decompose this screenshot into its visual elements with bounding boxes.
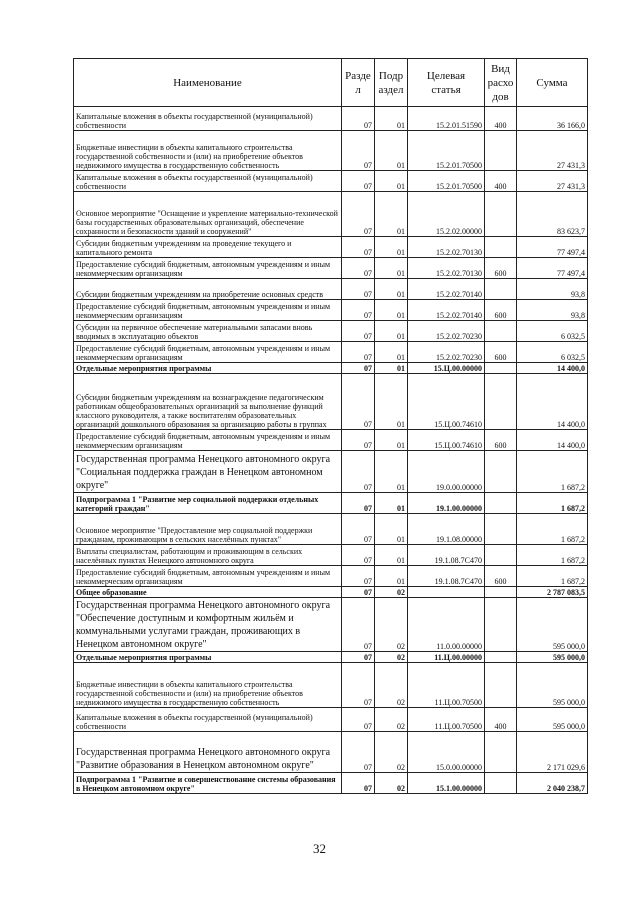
header-target-article: Целевая статья	[408, 59, 485, 107]
row-name: Отдельные мероприятия программы	[74, 363, 342, 374]
row-subsection: 01	[375, 279, 408, 300]
row-name: Выплаты специалистам, работающим и проживающим в сельских населённых пунктах Ненецкого автономного округа	[74, 545, 342, 566]
row-expense-type: 600	[485, 430, 517, 451]
row-subsection: 01	[375, 107, 408, 131]
row-amount: 595 000,0	[517, 708, 588, 732]
row-expense-type	[485, 587, 517, 598]
table-row	[74, 663, 588, 708]
row-target: 15.Ц.00.74610	[408, 374, 485, 430]
row-amount: 2 787 083,5	[517, 587, 588, 598]
table-row	[74, 363, 588, 374]
table-row	[74, 545, 588, 566]
row-subsection: 01	[375, 451, 408, 493]
table-row	[74, 430, 588, 451]
row-name: Предоставление субсидий бюджетным, автономным учреждениям и иным некоммерческим организациям	[74, 430, 342, 451]
row-expense-type	[485, 279, 517, 300]
row-subsection: 01	[375, 131, 408, 171]
row-name: Отдельные мероприятия программы	[74, 652, 342, 663]
budget-table	[73, 58, 588, 794]
row-section: 07	[342, 545, 375, 566]
row-expense-type: 600	[485, 566, 517, 587]
row-name: Капитальные вложения в объекты государственной (муниципальной) собственности	[74, 171, 342, 192]
row-target: 15.2.01.70500	[408, 171, 485, 192]
row-amount: 2 171 029,6	[517, 732, 588, 773]
row-name: Субсидии бюджетным учреждениям на вознаграждение педагогическим работникам общеобразовательных организаций за выполнение функций классного руководителя, а также воспитателям образовательных организаций дошкольного образования за организацию работы в группах	[74, 374, 342, 430]
row-amount: 83 623,7	[517, 192, 588, 237]
row-amount: 6 032,5	[517, 342, 588, 363]
row-subsection: 02	[375, 663, 408, 708]
row-name: Предоставление субсидий бюджетным, автономным учреждениям и иным некоммерческим организациям	[74, 566, 342, 587]
header-expense-type: Вид расхо дов	[485, 59, 517, 107]
table-row	[74, 237, 588, 258]
row-name: Субсидии на первичное обеспечение материальными запасами вновь вводимых в эксплуатацию объектов	[74, 321, 342, 342]
row-name: Предоставление субсидий бюджетным, автономным учреждениям и иным некоммерческим организациям	[74, 342, 342, 363]
row-target: 15.2.02.70230	[408, 321, 485, 342]
row-subsection: 01	[375, 514, 408, 545]
row-amount: 595 000,0	[517, 663, 588, 708]
row-expense-type	[485, 514, 517, 545]
row-target: 15.2.02.70140	[408, 279, 485, 300]
row-target: 15.2.01.51590	[408, 107, 485, 131]
header-section: Разде л	[342, 59, 375, 107]
row-expense-type	[485, 493, 517, 514]
row-expense-type: 400	[485, 107, 517, 131]
row-name: Бюджетные инвестиции в объекты капитального строительства государственной собственности и (или) на приобретение объектов недвижимого имущества в государственную собственность	[74, 663, 342, 708]
row-name: Подпрограмма 1 "Развитие и совершенствование системы образования в Ненецком автономном округе"	[74, 773, 342, 794]
row-expense-type	[485, 598, 517, 652]
table-row	[74, 598, 588, 652]
row-amount: 36 166,0	[517, 107, 588, 131]
row-section: 07	[342, 430, 375, 451]
row-target: 11.Ц.00.70500	[408, 708, 485, 732]
row-subsection: 01	[375, 192, 408, 237]
row-amount: 77 497,4	[517, 237, 588, 258]
row-section: 07	[342, 342, 375, 363]
row-expense-type: 600	[485, 300, 517, 321]
row-target: 19.1.00.00000	[408, 493, 485, 514]
row-section: 07	[342, 237, 375, 258]
table-row	[74, 258, 588, 279]
row-section: 07	[342, 279, 375, 300]
row-subsection: 01	[375, 430, 408, 451]
row-section: 07	[342, 652, 375, 663]
row-section: 07	[342, 107, 375, 131]
table-row	[74, 514, 588, 545]
row-target: 15.2.01.70500	[408, 131, 485, 171]
row-subsection: 02	[375, 773, 408, 794]
budget-table-container	[73, 58, 588, 794]
row-section: 07	[342, 566, 375, 587]
row-subsection: 01	[375, 493, 408, 514]
row-subsection: 01	[375, 321, 408, 342]
row-expense-type	[485, 545, 517, 566]
row-amount: 1 687,2	[517, 514, 588, 545]
table-row	[74, 171, 588, 192]
row-name: Субсидии бюджетным учреждениям на проведение текущего и капитального ремонта	[74, 237, 342, 258]
row-target: 15.1.00.00000	[408, 773, 485, 794]
row-subsection: 01	[375, 300, 408, 321]
row-name: Предоставление субсидий бюджетным, автономным учреждениям и иным некоммерческим организациям	[74, 258, 342, 279]
row-expense-type	[485, 363, 517, 374]
row-subsection: 02	[375, 652, 408, 663]
row-subsection: 02	[375, 708, 408, 732]
header-subsection: Подр аздел	[375, 59, 408, 107]
row-section: 07	[342, 587, 375, 598]
row-target: 15.2.02.70230	[408, 342, 485, 363]
row-amount: 27 431,3	[517, 171, 588, 192]
row-expense-type	[485, 374, 517, 430]
row-name: Основное мероприятие "Предоставление мер социальной поддержки гражданам, проживающим в сельских населённых пунктах"	[74, 514, 342, 545]
row-target: 19.1.08.7С470	[408, 545, 485, 566]
table-row	[74, 300, 588, 321]
row-section: 07	[342, 598, 375, 652]
table-row	[74, 451, 588, 493]
page-number: 32	[313, 841, 326, 856]
row-amount: 2 040 238,7	[517, 773, 588, 794]
row-section: 07	[342, 321, 375, 342]
row-subsection: 01	[375, 258, 408, 279]
table-row	[74, 279, 588, 300]
row-amount: 6 032,5	[517, 321, 588, 342]
row-subsection: 01	[375, 342, 408, 363]
row-amount: 1 687,2	[517, 493, 588, 514]
row-subsection: 02	[375, 587, 408, 598]
table-row	[74, 587, 588, 598]
row-name: Государственная программа Ненецкого автономного округа "Развитие образования в Ненецком автономном округе"	[74, 732, 342, 773]
row-name: Государственная программа Ненецкого автономного округа "Обеспечение доступным и комфортным жильём и коммунальными услугами граждан, проживающих в Ненецком автономном округе"	[74, 598, 342, 652]
row-target: 15.2.02.70140	[408, 300, 485, 321]
row-name: Общее образование	[74, 587, 342, 598]
table-row	[74, 107, 588, 131]
row-name: Бюджетные инвестиции в объекты капитального строительства государственной собственности и (или) на приобретение объектов недвижимого имущества в государственную собственность	[74, 131, 342, 171]
header-name: Наименование	[74, 59, 342, 107]
table-header-row	[74, 59, 588, 107]
table-row	[74, 342, 588, 363]
row-amount: 595 000,0	[517, 652, 588, 663]
row-target	[408, 587, 485, 598]
row-subsection: 01	[375, 363, 408, 374]
row-section: 07	[342, 131, 375, 171]
row-section: 07	[342, 258, 375, 279]
row-amount: 14 400,0	[517, 363, 588, 374]
row-expense-type	[485, 237, 517, 258]
row-subsection: 01	[375, 171, 408, 192]
table-row	[74, 652, 588, 663]
row-target: 15.2.02.70130	[408, 258, 485, 279]
row-expense-type: 400	[485, 708, 517, 732]
row-amount: 1 687,2	[517, 451, 588, 493]
table-row	[74, 192, 588, 237]
row-subsection: 01	[375, 545, 408, 566]
row-expense-type	[485, 663, 517, 708]
row-expense-type: 400	[485, 171, 517, 192]
row-name: Предоставление субсидий бюджетным, автономным учреждениям и иным некоммерческим организациям	[74, 300, 342, 321]
row-section: 07	[342, 300, 375, 321]
row-target: 19.0.00.00000	[408, 451, 485, 493]
row-expense-type	[485, 732, 517, 773]
row-section: 07	[342, 363, 375, 374]
row-section: 07	[342, 171, 375, 192]
row-amount: 27 431,3	[517, 131, 588, 171]
table-row	[74, 493, 588, 514]
table-row	[74, 374, 588, 430]
row-target: 15.Ц.00.74610	[408, 430, 485, 451]
row-expense-type	[485, 131, 517, 171]
row-target: 15.2.02.00000	[408, 192, 485, 237]
row-target: 11.0.00.00000	[408, 598, 485, 652]
table-row	[74, 131, 588, 171]
header-amount: Сумма	[517, 59, 588, 107]
row-subsection: 01	[375, 237, 408, 258]
row-name: Капитальные вложения в объекты государственной (муниципальной) собственности	[74, 708, 342, 732]
row-expense-type	[485, 321, 517, 342]
row-target: 15.Ц.00.00000	[408, 363, 485, 374]
row-amount: 595 000,0	[517, 598, 588, 652]
row-expense-type	[485, 451, 517, 493]
row-subsection: 02	[375, 598, 408, 652]
row-name: Государственная программа Ненецкого автономного округа "Социальная поддержка граждан в Ненецком автономном округе"	[74, 451, 342, 493]
table-row	[74, 732, 588, 773]
row-name: Субсидии бюджетным учреждениям на приобретение основных средств	[74, 279, 342, 300]
row-amount: 77 497,4	[517, 258, 588, 279]
row-target: 19.1.08.7С470	[408, 566, 485, 587]
row-target: 11.Ц.00.70500	[408, 663, 485, 708]
row-section: 07	[342, 732, 375, 773]
row-amount: 14 400,0	[517, 374, 588, 430]
row-subsection: 01	[375, 374, 408, 430]
row-target: 15.0.00.00000	[408, 732, 485, 773]
row-subsection: 01	[375, 566, 408, 587]
row-target: 11.Ц.00.00000	[408, 652, 485, 663]
table-row	[74, 566, 588, 587]
row-expense-type	[485, 773, 517, 794]
row-section: 07	[342, 451, 375, 493]
row-name: Капитальные вложения в объекты государственной (муниципальной) собственности	[74, 107, 342, 131]
row-section: 07	[342, 192, 375, 237]
row-expense-type: 600	[485, 258, 517, 279]
table-row	[74, 708, 588, 732]
row-section: 07	[342, 493, 375, 514]
table-row	[74, 773, 588, 794]
row-amount: 1 687,2	[517, 566, 588, 587]
row-section: 07	[342, 708, 375, 732]
row-section: 07	[342, 374, 375, 430]
row-section: 07	[342, 773, 375, 794]
row-target: 15.2.02.70130	[408, 237, 485, 258]
row-amount: 1 687,2	[517, 545, 588, 566]
row-section: 07	[342, 514, 375, 545]
row-section: 07	[342, 663, 375, 708]
row-amount: 93,8	[517, 279, 588, 300]
row-name: Подпрограмма 1 "Развитие мер социальной поддержки отдельных категорий граждан"	[74, 493, 342, 514]
row-target: 19.1.08.00000	[408, 514, 485, 545]
row-amount: 93,8	[517, 300, 588, 321]
table-row	[74, 321, 588, 342]
row-expense-type	[485, 192, 517, 237]
row-expense-type: 600	[485, 342, 517, 363]
row-amount: 14 400,0	[517, 430, 588, 451]
row-expense-type	[485, 652, 517, 663]
row-subsection: 02	[375, 732, 408, 773]
row-name: Основное мероприятие "Оснащение и укрепление материально-технической базы государственных образовательных организаций, обеспечение сохранности и безопасности зданий и сооружений"	[74, 192, 342, 237]
